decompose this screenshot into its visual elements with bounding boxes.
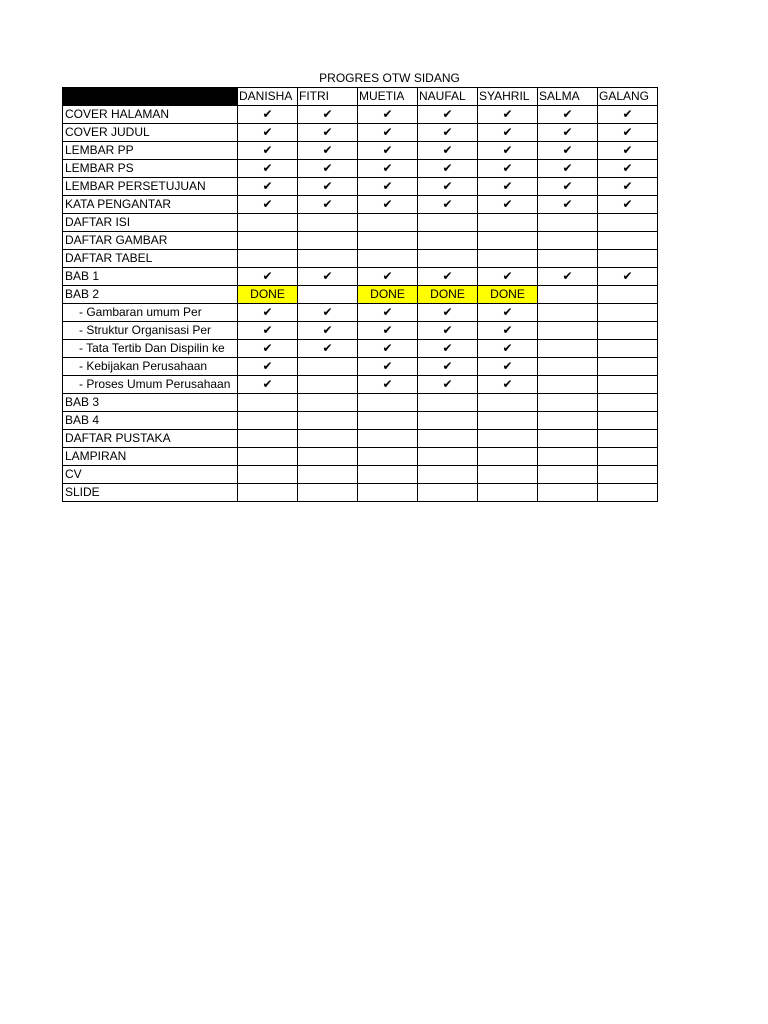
empty-cell[interactable] <box>298 394 358 412</box>
table-row <box>63 466 658 484</box>
check-cell[interactable] <box>478 340 538 358</box>
check-mark-icon: ✔ <box>382 323 393 337</box>
check-cell[interactable] <box>418 376 478 394</box>
check-cell[interactable] <box>538 142 598 160</box>
empty-cell[interactable] <box>238 214 298 232</box>
check-cell[interactable] <box>358 376 418 394</box>
table-row <box>63 250 658 268</box>
table-row <box>63 196 658 214</box>
check-mark-icon: ✔ <box>322 107 333 121</box>
check-mark-icon: ✔ <box>442 341 453 355</box>
check-mark-icon: ✔ <box>562 107 573 121</box>
row-label-cell[interactable]: BAB 2 <box>63 286 238 304</box>
empty-cell[interactable] <box>598 250 658 268</box>
check-mark-icon: ✔ <box>562 161 573 175</box>
empty-cell[interactable] <box>238 430 298 448</box>
check-mark-icon: ✔ <box>322 197 333 211</box>
check-mark-icon: ✔ <box>262 143 273 157</box>
check-mark-icon: ✔ <box>562 125 573 139</box>
table-row <box>63 376 658 394</box>
check-mark-icon: ✔ <box>442 107 453 121</box>
empty-cell[interactable] <box>598 358 658 376</box>
check-mark-icon: ✔ <box>322 179 333 193</box>
check-cell[interactable] <box>478 304 538 322</box>
check-mark-icon: ✔ <box>262 161 273 175</box>
check-mark-icon: ✔ <box>262 125 273 139</box>
check-mark-icon: ✔ <box>442 305 453 319</box>
check-mark-icon: ✔ <box>442 269 453 283</box>
check-mark-icon: ✔ <box>502 143 513 157</box>
check-cell[interactable] <box>238 358 298 376</box>
check-mark-icon: ✔ <box>322 269 333 283</box>
empty-cell[interactable] <box>238 448 298 466</box>
check-mark-icon: ✔ <box>502 179 513 193</box>
table-row <box>63 304 658 322</box>
check-mark-icon: ✔ <box>382 377 393 391</box>
check-cell[interactable] <box>358 160 418 178</box>
empty-cell[interactable] <box>478 214 538 232</box>
row-label-cell[interactable]: - Tata Tertib Dan Dispilin ke <box>63 340 238 358</box>
table-row <box>63 124 658 142</box>
empty-cell[interactable] <box>598 232 658 250</box>
check-mark-icon: ✔ <box>442 143 453 157</box>
check-mark-icon: ✔ <box>442 197 453 211</box>
empty-cell[interactable] <box>298 376 358 394</box>
check-cell[interactable] <box>538 160 598 178</box>
check-mark-icon: ✔ <box>442 179 453 193</box>
check-cell[interactable] <box>298 268 358 286</box>
row-label-cell[interactable]: DAFTAR PUSTAKA <box>63 430 238 448</box>
empty-cell[interactable] <box>538 304 598 322</box>
row-label-cell[interactable]: BAB 3 <box>63 394 238 412</box>
empty-cell[interactable] <box>418 250 478 268</box>
empty-cell[interactable] <box>418 430 478 448</box>
check-mark-icon: ✔ <box>622 107 633 121</box>
empty-cell[interactable] <box>418 412 478 430</box>
table-row <box>63 286 658 304</box>
check-mark-icon: ✔ <box>502 305 513 319</box>
check-cell[interactable] <box>238 376 298 394</box>
check-mark-icon: ✔ <box>502 161 513 175</box>
check-mark-icon: ✔ <box>562 269 573 283</box>
empty-cell[interactable] <box>538 358 598 376</box>
check-cell[interactable] <box>478 196 538 214</box>
done-status-cell[interactable]: DONE <box>418 286 478 304</box>
check-mark-icon: ✔ <box>502 197 513 211</box>
check-cell[interactable] <box>238 160 298 178</box>
column-header-syahril[interactable]: SYAHRIL <box>478 88 538 106</box>
check-mark-icon: ✔ <box>622 143 633 157</box>
empty-cell[interactable] <box>358 214 418 232</box>
empty-cell[interactable] <box>538 214 598 232</box>
check-mark-icon: ✔ <box>382 269 393 283</box>
check-mark-icon: ✔ <box>442 359 453 373</box>
row-label-cell[interactable]: LEMBAR PS <box>63 160 238 178</box>
check-cell[interactable] <box>238 178 298 196</box>
check-cell[interactable] <box>358 142 418 160</box>
empty-cell[interactable] <box>598 484 658 502</box>
empty-cell[interactable] <box>478 232 538 250</box>
check-cell[interactable] <box>238 196 298 214</box>
check-mark-icon: ✔ <box>562 179 573 193</box>
empty-cell[interactable] <box>538 250 598 268</box>
check-cell[interactable] <box>538 124 598 142</box>
empty-cell[interactable] <box>298 448 358 466</box>
table-row <box>63 160 658 178</box>
row-label-cell[interactable]: KATA PENGANTAR <box>63 196 238 214</box>
check-cell[interactable] <box>418 160 478 178</box>
check-cell[interactable] <box>418 142 478 160</box>
empty-cell[interactable] <box>298 412 358 430</box>
check-mark-icon: ✔ <box>622 269 633 283</box>
table-row <box>63 232 658 250</box>
check-mark-icon: ✔ <box>442 161 453 175</box>
row-label-cell[interactable]: LAMPIRAN <box>63 448 238 466</box>
empty-cell[interactable] <box>358 430 418 448</box>
check-cell[interactable] <box>238 142 298 160</box>
empty-cell[interactable] <box>478 430 538 448</box>
check-cell[interactable] <box>238 268 298 286</box>
check-cell[interactable] <box>298 160 358 178</box>
row-label-cell[interactable]: - Struktur Organisasi Per <box>63 322 238 340</box>
check-mark-icon: ✔ <box>502 107 513 121</box>
check-cell[interactable] <box>418 196 478 214</box>
header-row <box>63 88 658 106</box>
empty-cell[interactable] <box>598 322 658 340</box>
check-cell[interactable] <box>358 106 418 124</box>
check-mark-icon: ✔ <box>262 305 273 319</box>
check-cell[interactable] <box>418 358 478 376</box>
check-mark-icon: ✔ <box>262 179 273 193</box>
check-mark-icon: ✔ <box>442 323 453 337</box>
empty-cell[interactable] <box>298 286 358 304</box>
check-mark-icon: ✔ <box>622 161 633 175</box>
empty-cell[interactable] <box>478 484 538 502</box>
check-cell[interactable] <box>538 268 598 286</box>
empty-cell[interactable] <box>238 250 298 268</box>
empty-cell[interactable] <box>598 340 658 358</box>
check-cell[interactable] <box>418 340 478 358</box>
check-mark-icon: ✔ <box>442 377 453 391</box>
empty-cell[interactable] <box>598 448 658 466</box>
empty-cell[interactable] <box>358 466 418 484</box>
row-label-cell[interactable]: - Proses Umum Perusahaan <box>63 376 238 394</box>
check-mark-icon: ✔ <box>262 197 273 211</box>
empty-cell[interactable] <box>298 214 358 232</box>
empty-cell[interactable] <box>598 430 658 448</box>
empty-cell[interactable] <box>418 394 478 412</box>
check-cell[interactable] <box>358 358 418 376</box>
check-cell[interactable] <box>538 106 598 124</box>
check-cell[interactable] <box>358 196 418 214</box>
table-row <box>63 322 658 340</box>
table-row <box>63 412 658 430</box>
empty-cell[interactable] <box>538 430 598 448</box>
sheet-title: PROGRES OTW SIDANG <box>319 71 460 85</box>
empty-cell[interactable] <box>358 250 418 268</box>
check-cell[interactable] <box>358 304 418 322</box>
column-header-galang[interactable]: GALANG <box>598 88 658 106</box>
empty-cell[interactable] <box>358 484 418 502</box>
check-cell[interactable] <box>298 340 358 358</box>
check-cell[interactable] <box>418 106 478 124</box>
check-cell[interactable] <box>478 268 538 286</box>
column-header-fitri[interactable]: FITRI <box>298 88 358 106</box>
empty-cell[interactable] <box>358 412 418 430</box>
check-cell[interactable] <box>418 304 478 322</box>
table-row <box>63 106 658 124</box>
empty-cell[interactable] <box>598 394 658 412</box>
empty-cell[interactable] <box>598 376 658 394</box>
empty-cell[interactable] <box>538 322 598 340</box>
empty-cell[interactable] <box>538 448 598 466</box>
check-cell[interactable] <box>358 178 418 196</box>
check-mark-icon: ✔ <box>262 107 273 121</box>
empty-cell[interactable] <box>538 376 598 394</box>
check-cell[interactable] <box>598 268 658 286</box>
check-mark-icon: ✔ <box>382 197 393 211</box>
check-mark-icon: ✔ <box>262 269 273 283</box>
check-cell[interactable] <box>358 322 418 340</box>
check-cell[interactable] <box>598 178 658 196</box>
empty-cell[interactable] <box>358 448 418 466</box>
empty-cell[interactable] <box>598 214 658 232</box>
empty-cell[interactable] <box>238 412 298 430</box>
empty-cell[interactable] <box>538 232 598 250</box>
check-cell[interactable] <box>478 376 538 394</box>
check-mark-icon: ✔ <box>382 125 393 139</box>
row-label-cell[interactable]: DAFTAR ISI <box>63 214 238 232</box>
check-mark-icon: ✔ <box>262 341 273 355</box>
row-label-cell[interactable]: - Kebijakan Perusahaan <box>63 358 238 376</box>
check-cell[interactable] <box>298 196 358 214</box>
table-row <box>63 340 658 358</box>
check-mark-icon: ✔ <box>322 341 333 355</box>
empty-cell[interactable] <box>598 286 658 304</box>
empty-cell[interactable] <box>358 232 418 250</box>
row-label-cell[interactable]: CV <box>63 466 238 484</box>
check-cell[interactable] <box>478 322 538 340</box>
empty-cell[interactable] <box>418 466 478 484</box>
check-cell[interactable] <box>358 268 418 286</box>
check-cell[interactable] <box>598 124 658 142</box>
empty-cell[interactable] <box>238 232 298 250</box>
check-mark-icon: ✔ <box>502 359 513 373</box>
check-cell[interactable] <box>418 178 478 196</box>
empty-cell[interactable] <box>478 448 538 466</box>
empty-cell[interactable] <box>538 466 598 484</box>
check-cell[interactable] <box>298 142 358 160</box>
column-header-naufal[interactable]: NAUFAL <box>418 88 478 106</box>
check-cell[interactable] <box>598 160 658 178</box>
empty-cell[interactable] <box>538 412 598 430</box>
check-cell[interactable] <box>478 106 538 124</box>
table-row <box>63 394 658 412</box>
header-corner-cell[interactable] <box>63 88 238 106</box>
row-label-cell[interactable]: BAB 4 <box>63 412 238 430</box>
row-label-cell[interactable]: COVER HALAMAN <box>63 106 238 124</box>
row-label-cell[interactable]: COVER JUDUL <box>63 124 238 142</box>
table-row <box>63 214 658 232</box>
check-cell[interactable] <box>478 178 538 196</box>
check-cell[interactable] <box>418 268 478 286</box>
check-mark-icon: ✔ <box>322 305 333 319</box>
check-mark-icon: ✔ <box>382 359 393 373</box>
check-mark-icon: ✔ <box>262 377 273 391</box>
check-cell[interactable] <box>478 142 538 160</box>
check-mark-icon: ✔ <box>502 323 513 337</box>
empty-cell[interactable] <box>538 394 598 412</box>
table-row <box>63 430 658 448</box>
column-header-danisha[interactable]: DANISHA <box>238 88 298 106</box>
check-cell[interactable] <box>238 124 298 142</box>
check-mark-icon: ✔ <box>322 323 333 337</box>
row-label-cell[interactable]: BAB 1 <box>63 268 238 286</box>
check-mark-icon: ✔ <box>382 179 393 193</box>
empty-cell[interactable] <box>298 466 358 484</box>
table-row <box>63 358 658 376</box>
check-mark-icon: ✔ <box>502 269 513 283</box>
done-status-cell[interactable]: DONE <box>358 286 418 304</box>
check-cell[interactable] <box>238 340 298 358</box>
row-label-cell[interactable]: - Gambaran umum Per <box>63 304 238 322</box>
table-row <box>63 484 658 502</box>
empty-cell[interactable] <box>238 484 298 502</box>
check-cell[interactable] <box>478 358 538 376</box>
done-status-cell[interactable]: DONE <box>238 286 298 304</box>
empty-cell[interactable] <box>538 286 598 304</box>
check-cell[interactable] <box>238 322 298 340</box>
check-mark-icon: ✔ <box>382 305 393 319</box>
empty-cell[interactable] <box>418 448 478 466</box>
check-cell[interactable] <box>298 304 358 322</box>
check-mark-icon: ✔ <box>502 341 513 355</box>
empty-cell[interactable] <box>298 358 358 376</box>
empty-cell[interactable] <box>298 430 358 448</box>
check-cell[interactable] <box>358 340 418 358</box>
empty-cell[interactable] <box>478 466 538 484</box>
check-mark-icon: ✔ <box>382 161 393 175</box>
row-label-cell[interactable]: DAFTAR TABEL <box>63 250 238 268</box>
empty-cell[interactable] <box>598 412 658 430</box>
check-cell[interactable] <box>538 178 598 196</box>
check-mark-icon: ✔ <box>262 323 273 337</box>
empty-cell[interactable] <box>478 250 538 268</box>
column-header-salma[interactable]: SALMA <box>538 88 598 106</box>
check-mark-icon: ✔ <box>442 125 453 139</box>
check-mark-icon: ✔ <box>382 341 393 355</box>
check-cell[interactable] <box>598 106 658 124</box>
check-cell[interactable] <box>418 124 478 142</box>
empty-cell[interactable] <box>418 214 478 232</box>
check-cell[interactable] <box>478 124 538 142</box>
check-cell[interactable] <box>298 178 358 196</box>
check-mark-icon: ✔ <box>382 107 393 121</box>
table-row <box>63 268 658 286</box>
empty-cell[interactable] <box>418 484 478 502</box>
table-row <box>63 448 658 466</box>
check-mark-icon: ✔ <box>382 143 393 157</box>
check-cell[interactable] <box>418 322 478 340</box>
row-label-cell[interactable]: LEMBAR PP <box>63 142 238 160</box>
check-mark-icon: ✔ <box>322 161 333 175</box>
check-mark-icon: ✔ <box>502 377 513 391</box>
check-cell[interactable] <box>298 322 358 340</box>
done-status-cell[interactable]: DONE <box>478 286 538 304</box>
check-mark-icon: ✔ <box>622 197 633 211</box>
row-label-cell[interactable]: DAFTAR GAMBAR <box>63 232 238 250</box>
check-cell[interactable] <box>298 124 358 142</box>
empty-cell[interactable] <box>298 232 358 250</box>
table-row <box>63 142 658 160</box>
empty-cell[interactable] <box>298 484 358 502</box>
check-mark-icon: ✔ <box>562 143 573 157</box>
row-label-cell[interactable]: SLIDE <box>63 484 238 502</box>
check-mark-icon: ✔ <box>562 197 573 211</box>
empty-cell[interactable] <box>238 394 298 412</box>
check-cell[interactable] <box>358 124 418 142</box>
progress-table <box>62 87 658 502</box>
check-mark-icon: ✔ <box>262 359 273 373</box>
table-row <box>63 178 658 196</box>
empty-cell[interactable] <box>598 304 658 322</box>
check-cell[interactable] <box>238 106 298 124</box>
empty-cell[interactable] <box>478 412 538 430</box>
column-header-muetia[interactable]: MUETIA <box>358 88 418 106</box>
check-mark-icon: ✔ <box>622 179 633 193</box>
check-cell[interactable] <box>238 304 298 322</box>
empty-cell[interactable] <box>358 394 418 412</box>
empty-cell[interactable] <box>418 232 478 250</box>
check-cell[interactable] <box>478 160 538 178</box>
empty-cell[interactable] <box>238 466 298 484</box>
check-mark-icon: ✔ <box>502 125 513 139</box>
check-cell[interactable] <box>538 196 598 214</box>
check-cell[interactable] <box>598 196 658 214</box>
check-mark-icon: ✔ <box>322 125 333 139</box>
empty-cell[interactable] <box>478 394 538 412</box>
check-mark-icon: ✔ <box>322 143 333 157</box>
empty-cell[interactable] <box>598 466 658 484</box>
table-body <box>63 106 658 502</box>
row-label-cell[interactable]: LEMBAR PERSETUJUAN <box>63 178 238 196</box>
empty-cell[interactable] <box>298 250 358 268</box>
check-cell[interactable] <box>298 106 358 124</box>
check-cell[interactable] <box>598 142 658 160</box>
empty-cell[interactable] <box>538 340 598 358</box>
empty-cell[interactable] <box>538 484 598 502</box>
check-mark-icon: ✔ <box>622 125 633 139</box>
